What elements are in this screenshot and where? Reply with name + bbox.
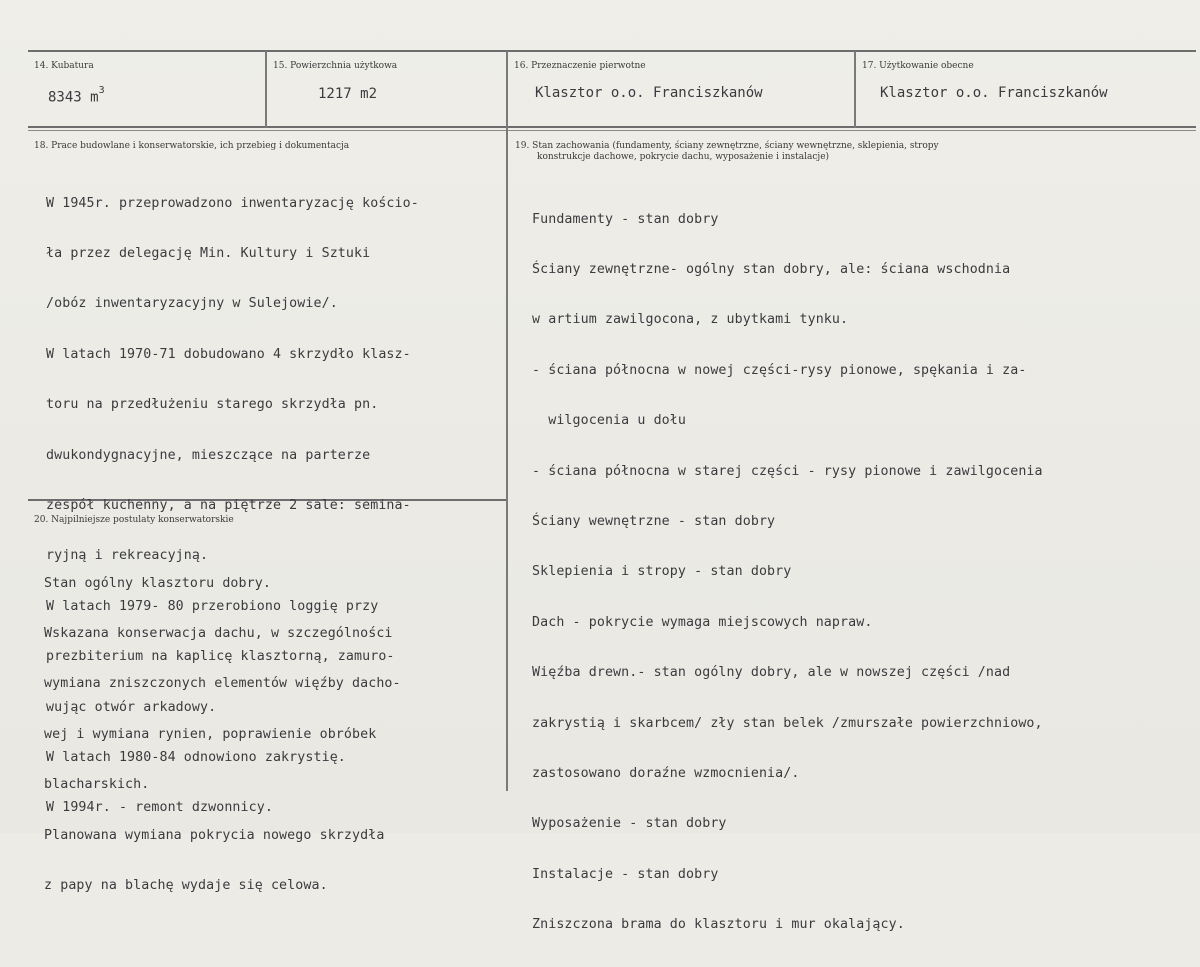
top-rule bbox=[28, 50, 1196, 52]
field-16-value: Klasztor o.o. Franciszkanów bbox=[535, 85, 763, 101]
text-line: W 1994r. - remont dzwonnicy. bbox=[46, 800, 273, 816]
field-14-label: 14. Kubatura bbox=[34, 61, 94, 71]
cubature-unit-exponent: 3 bbox=[98, 85, 105, 96]
field-15-value: 1217 m2 bbox=[318, 86, 378, 102]
text-line: W 1945r. przeprowadzono inwentaryzację kościo- bbox=[46, 195, 419, 211]
field-19-label-line-2: konstrukcje dachowe, pokrycie dachu, wyposażenie i instalacje) bbox=[537, 152, 830, 162]
divider-14-15 bbox=[265, 51, 267, 128]
text-line: toru na przedłużeniu starego skrzydła pn. bbox=[46, 397, 379, 413]
text-line: - ściana północna w starej części - rysy pionowe i zawilgocenia bbox=[532, 463, 1043, 479]
text-line: /obóz inwentaryzacyjny w Sulejowie/. bbox=[46, 296, 338, 312]
text-line: wej i wymiana rynien, poprawienie obróbek bbox=[44, 726, 377, 742]
text-line: zakrystią i skarbcem/ zły stan belek /zmurszałe powierzchniowo, bbox=[532, 715, 1043, 731]
text-line: zespół kuchenny, a na piętrze 2 sale: semina- bbox=[46, 497, 411, 513]
text-line: blacharskich. bbox=[44, 777, 150, 793]
text-line: W latach 1980-84 odnowiono zakrystię. bbox=[46, 749, 346, 765]
field-17-value: Klasztor o.o. Franciszkanów bbox=[880, 85, 1108, 101]
text-line: Stan ogólny klasztoru dobry. bbox=[44, 575, 271, 591]
field-20-text bbox=[44, 542, 401, 928]
text-line: Ściany zewnętrzne- ogólny stan dobry, ale: ściana wschodnia bbox=[532, 261, 1011, 277]
text-line: z papy na blachę wydaje się celowa. bbox=[44, 877, 328, 893]
text-line: wilgocenia u dołu bbox=[532, 413, 687, 429]
text-line: Planowana wymiana pokrycia nowego skrzydła bbox=[44, 827, 385, 843]
text-line: Ściany wewnętrzne - stan dobry bbox=[532, 513, 776, 529]
field-19-label-line-1: 19. Stan zachowania (fundamenty, ściany zewnętrzne, ściany wewnętrzne, sklepienia, stropy bbox=[515, 141, 939, 151]
text-line: W latach 1970-71 dobudowano 4 skrzydło klasz- bbox=[46, 346, 411, 362]
text-line: Więźba drewn.- stan ogólny dobry, ale w nowszej części /nad bbox=[532, 665, 1011, 681]
text-line: W latach 1979- 80 przerobiono loggię przy bbox=[46, 598, 379, 614]
row1-bottom-rule bbox=[28, 126, 1196, 128]
text-line: ryjną i rekreacyjną. bbox=[46, 548, 209, 564]
field-14-value bbox=[48, 85, 105, 106]
text-line: w artium zawilgocona, z ubytkami tynku. bbox=[532, 312, 849, 328]
field-19-label bbox=[515, 141, 939, 163]
text-line: ła przez delegację Min. Kultury i Sztuki bbox=[46, 245, 371, 261]
field-17-label: 17. Użytkowanie obecne bbox=[862, 61, 974, 71]
field-16-label: 16. Przeznaczenie pierwotne bbox=[514, 61, 646, 71]
text-line: Fundamenty - stan dobry bbox=[532, 211, 719, 227]
text-line: Zniszczona brama do klasztoru i mur okalający. bbox=[532, 917, 905, 933]
divider-15-16 bbox=[506, 51, 508, 791]
divider-16-17 bbox=[854, 51, 856, 128]
text-line: Dach - pokrycie wymaga miejscowych napraw. bbox=[532, 614, 873, 630]
text-line: wymiana zniszczonych elementów więźby dacho- bbox=[44, 676, 401, 692]
text-line: - ściana północna w nowej części-rysy pionowe, spękania i za- bbox=[532, 362, 1027, 378]
text-line: Wyposażenie - stan dobry bbox=[532, 816, 727, 832]
text-line: zastosowano doraźne wzmocnienia/. bbox=[532, 765, 800, 781]
text-line: wując otwór arkadowy. bbox=[46, 699, 217, 715]
field-15-label: 15. Powierzchnia użytkowa bbox=[273, 61, 398, 71]
text-line: Sklepienia i stropy - stan dobry bbox=[532, 564, 792, 580]
text-line: Instalacje - stan dobry bbox=[532, 866, 719, 882]
row1-bottom-rule-2 bbox=[28, 130, 1196, 131]
field-18-label: 18. Prace budowlane i konserwatorskie, ich przebieg i dokumentacja bbox=[34, 141, 350, 151]
cubature-number: 8343 m bbox=[48, 89, 99, 106]
field-20-label: 20. Najpilniejsze postulaty konserwatorskie bbox=[34, 515, 234, 525]
field-19-text bbox=[532, 178, 1043, 967]
text-line: dwukondygnacyjne, mieszczące na parterze bbox=[46, 447, 371, 463]
text-line: prezbiterium na kaplicę klasztorną, zamuro- bbox=[46, 649, 395, 665]
text-line: Wskazana konserwacja dachu, w szczególności bbox=[44, 625, 393, 641]
